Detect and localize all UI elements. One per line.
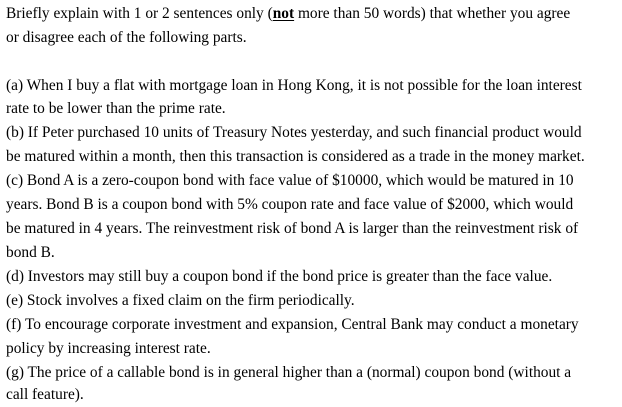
instruction-line-2: or disagree each of the following parts.: [6, 29, 247, 46]
instruction-text-start: Briefly explain with 1 or 2 sentences only (: [6, 5, 273, 22]
part-b-line-2: be matured within a month, then this transaction is considered as a trade in the money market.: [6, 148, 585, 165]
part-c-line-1: (c) Bond A is a zero-coupon bond with face value of $10000, which would be matured in 10: [6, 172, 574, 189]
part-a-line-2: rate to be lower than the prime rate.: [6, 100, 226, 117]
part-d-line-1: (d) Investors may still buy a coupon bond if the bond price is greater than the face value.: [6, 268, 553, 285]
part-c-line-3: be matured in 4 years. The reinvestment risk of bond A is larger than the reinvestment risk of: [6, 220, 579, 237]
instruction-line-1: [6, 4, 570, 24]
part-a-line-1: (a) When I buy a flat with mortgage loan in Hong Kong, it is not possible for the loan interest: [6, 77, 582, 94]
part-g-line-1: (g) The price of a callable bond is in general higher than a (normal) coupon bond (without a: [6, 364, 572, 381]
part-c-line-2: years. Bond B is a coupon bond with 5% coupon rate and face value of $2000, which would: [6, 196, 574, 213]
instruction-emphasis-not: not: [272, 5, 295, 22]
part-f-line-1: (f) To encourage corporate investment and expansion, Central Bank may conduct a monetary: [6, 316, 579, 333]
part-f-line-2: policy by increasing interest rate.: [6, 340, 211, 357]
part-b-line-1: (b) If Peter purchased 10 units of Treasury Notes yesterday, and such financial product would: [6, 124, 582, 141]
instruction-text-end: more than 50 words) that whether you agree: [294, 5, 571, 22]
part-g-line-2: call feature).: [6, 386, 84, 403]
part-e-line-1: (e) Stock involves a fixed claim on the firm periodically.: [6, 292, 355, 309]
part-c-line-4: bond B.: [6, 244, 55, 261]
